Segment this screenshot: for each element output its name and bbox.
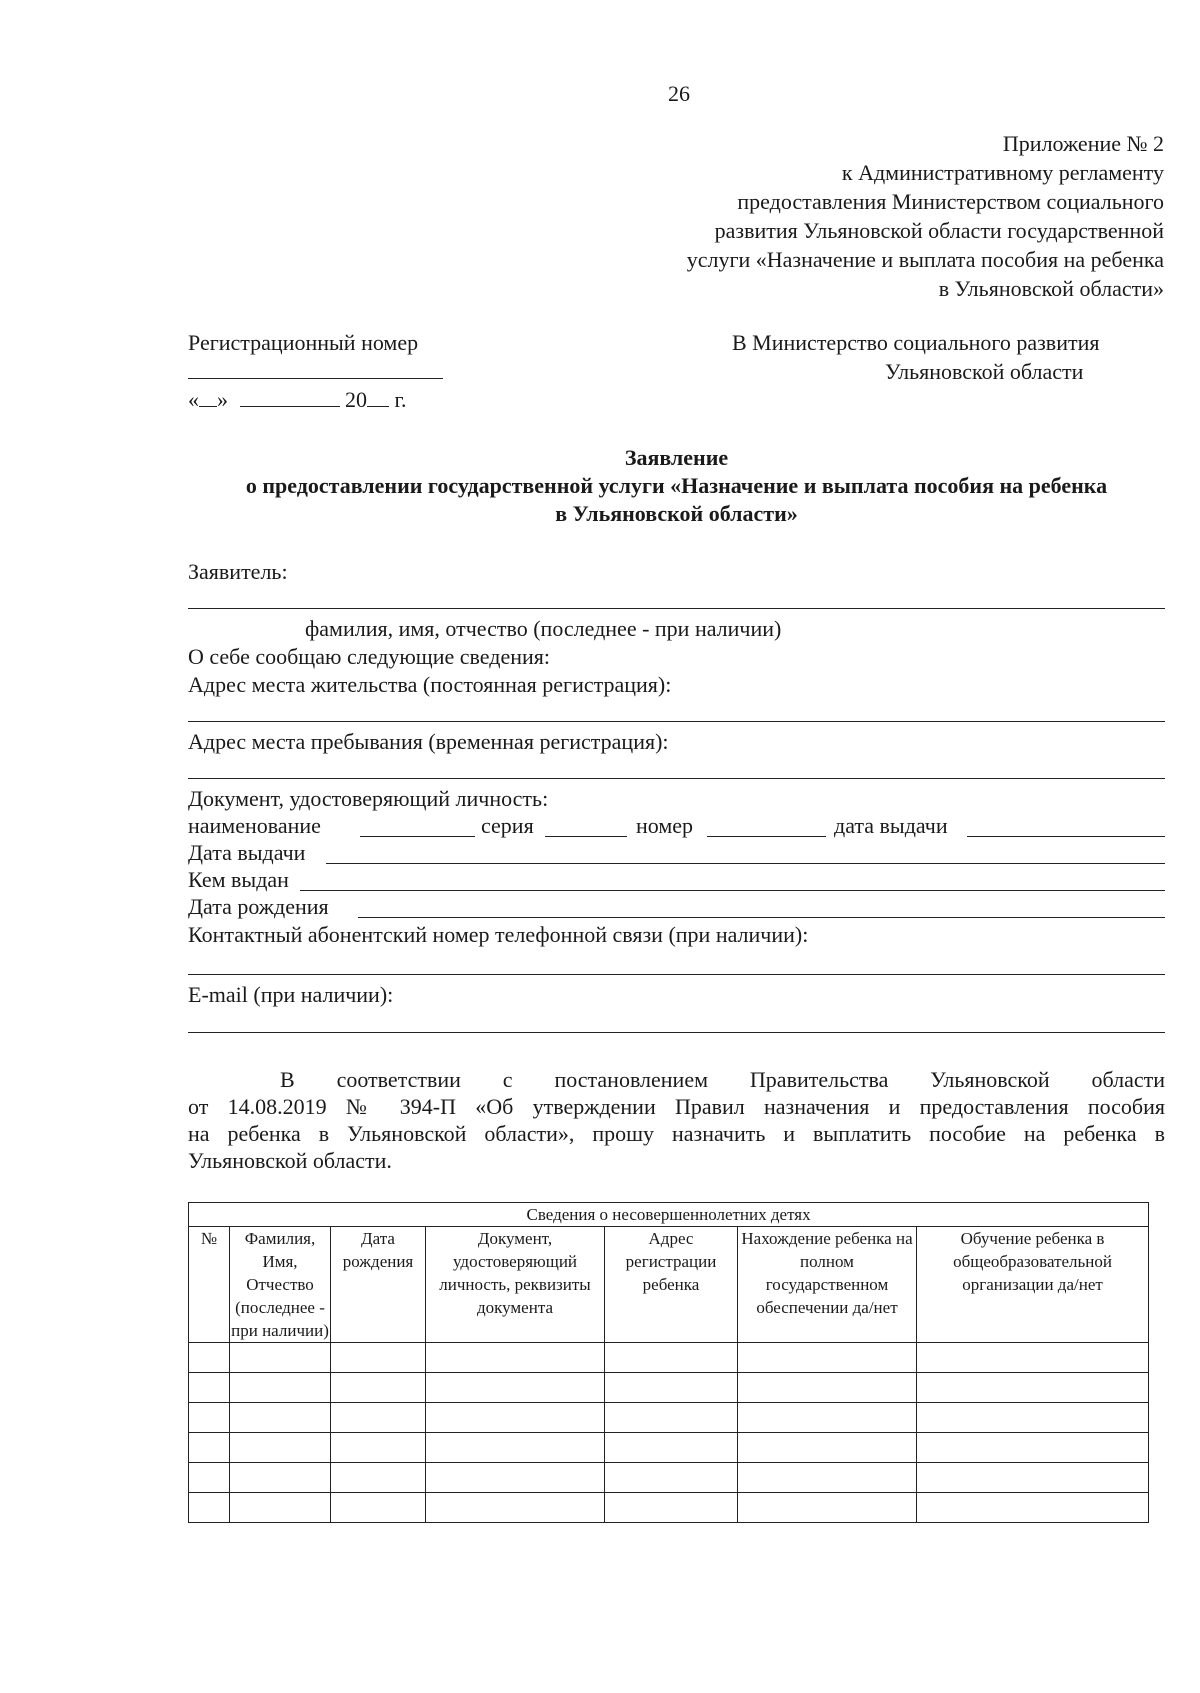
- date-year-field[interactable]: [367, 388, 389, 407]
- doc-name-label: наименование: [188, 813, 321, 838]
- residence-address-field[interactable]: [188, 721, 1165, 722]
- doc-issue-date-inline-label: дата выдачи: [834, 813, 948, 838]
- appendix-line: предоставления Министерством социального: [737, 189, 1164, 214]
- appendix-line: услуги «Назначение и выплата пособия на ребенка: [686, 247, 1164, 272]
- appendix-header: [464, 130, 1164, 304]
- issued-by-label: Кем выдан: [188, 867, 289, 892]
- year-prefix: 20: [345, 387, 367, 412]
- page-number: 26: [668, 81, 690, 106]
- stay-address-field[interactable]: [188, 778, 1165, 779]
- doc-series-field[interactable]: [545, 836, 627, 837]
- registration-date[interactable]: [188, 386, 407, 413]
- title-line: о предоставлении государственной услуги «Назначение и выплата пособия на ребенка: [245, 473, 1108, 498]
- birth-date-label: Дата рождения: [188, 894, 329, 919]
- header-education: Обучение ребенка в общеобразовательной организации да/нет: [917, 1227, 1149, 1343]
- doc-name-field[interactable]: [360, 836, 475, 837]
- birth-date-field[interactable]: [358, 917, 1165, 918]
- header-registration-address: Адрес регистрации ребенка: [605, 1227, 738, 1343]
- header-number: №: [189, 1227, 230, 1343]
- title-line: в Ульяновской области»: [555, 501, 798, 526]
- year-suffix: г.: [394, 387, 407, 412]
- statement-line: на ребенка в Ульяновской области», прошу назначить и выплатить пособие на ребенка в: [188, 1121, 1165, 1146]
- doc-number-field[interactable]: [707, 836, 826, 837]
- doc-series-label: серия: [481, 813, 534, 838]
- table-row[interactable]: [189, 1373, 1149, 1403]
- table-row[interactable]: [189, 1493, 1149, 1523]
- appendix-line: развития Ульяновской области государственной: [714, 218, 1164, 243]
- date-month-field[interactable]: [240, 388, 340, 407]
- table-row[interactable]: [189, 1343, 1149, 1373]
- addressee-line2: Ульяновской области: [885, 359, 1084, 384]
- table-caption: Сведения о несовершеннолетних детях: [189, 1203, 1149, 1227]
- date-day-field[interactable]: [199, 388, 217, 407]
- about-self-label: О себе сообщаю следующие сведения:: [188, 644, 551, 669]
- appendix-line: к Административному регламенту: [841, 160, 1164, 185]
- document-title: [188, 444, 1165, 528]
- stay-address-label: Адрес места пребывания (временная регистрация):: [188, 729, 669, 754]
- addressee-line1: В Министерство социального развития: [732, 330, 1100, 355]
- appendix-line: Приложение № 2: [1002, 131, 1164, 156]
- email-field[interactable]: [188, 1032, 1165, 1033]
- statement-line: В соответствии с постановлением Правительства Ульяновской области: [280, 1067, 1166, 1092]
- issued-by-field[interactable]: [300, 890, 1165, 891]
- applicant-label: Заявитель:: [188, 559, 288, 584]
- statement-line: от 14.08.2019 № 394-П «Об утверждении Правил назначения и предоставления пособия: [188, 1094, 1165, 1119]
- id-document-label: Документ, удостоверяющий личность:: [188, 786, 549, 811]
- phone-label: Контактный абонентский номер телефонной связи (при наличии):: [188, 922, 809, 947]
- registration-number-field[interactable]: [188, 378, 443, 379]
- fio-hint: фамилия, имя, отчество (последнее - при наличии): [305, 616, 782, 641]
- children-table: [188, 1202, 1149, 1523]
- header-full-name: Фамилия, Имя, Отчество (последнее - при наличии): [230, 1227, 331, 1343]
- phone-field[interactable]: [188, 974, 1165, 975]
- statement-line: Ульяновской области.: [188, 1148, 392, 1173]
- title-line: Заявление: [624, 445, 729, 470]
- issue-date-label: Дата выдачи: [188, 840, 306, 865]
- email-label: E-mail (при наличии):: [188, 982, 394, 1007]
- registration-number-label: Регистрационный номер: [188, 330, 419, 355]
- table-row[interactable]: [189, 1463, 1149, 1493]
- table-row[interactable]: [189, 1403, 1149, 1433]
- date-open-quote: «: [188, 387, 199, 412]
- table-row[interactable]: [189, 1433, 1149, 1463]
- doc-number-label: номер: [636, 813, 694, 838]
- doc-issue-date-inline-field[interactable]: [967, 836, 1165, 837]
- residence-address-label: Адрес места жительства (постоянная регистрация):: [188, 672, 672, 697]
- applicant-name-field[interactable]: [188, 608, 1165, 609]
- date-close-quote: »: [217, 387, 228, 412]
- appendix-line: в Ульяновской области»: [938, 276, 1164, 301]
- issue-date-field[interactable]: [326, 863, 1165, 864]
- header-state-support: Нахождение ребенка на полном государственном обеспечении да/нет: [738, 1227, 917, 1343]
- header-id-document: Документ, удостоверяющий личность, реквизиты документа: [426, 1227, 605, 1343]
- header-birth-date: Дата рождения: [331, 1227, 426, 1343]
